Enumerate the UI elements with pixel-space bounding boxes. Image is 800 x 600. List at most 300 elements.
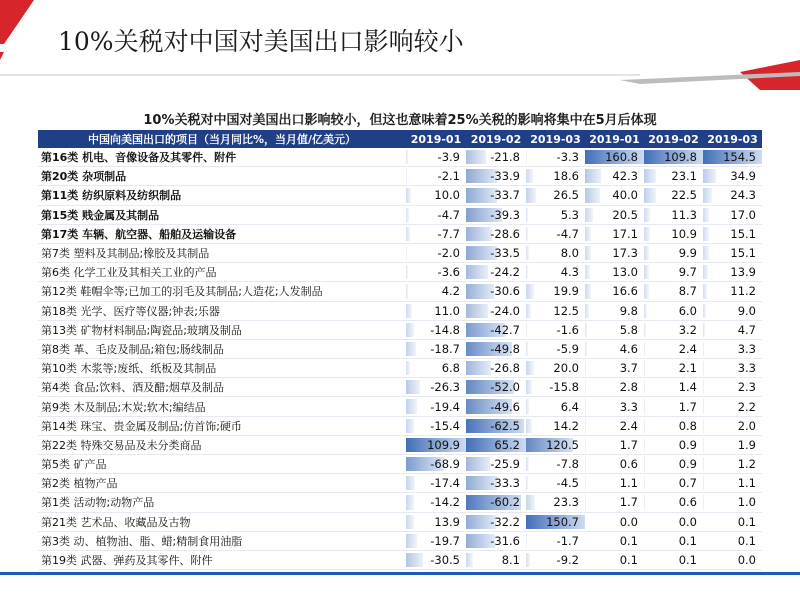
header-row (38, 130, 762, 148)
data-bar (406, 150, 408, 164)
data-bar (703, 265, 708, 279)
table-row (38, 339, 762, 358)
value-text: 42.3 (612, 169, 638, 184)
data-bar (644, 227, 650, 241)
value-text: -15.4 (430, 418, 460, 433)
value-cell (585, 359, 644, 378)
value-cell (644, 148, 703, 167)
data-bar (585, 495, 586, 509)
bottom-rule (0, 572, 800, 575)
value-cell (703, 474, 762, 493)
value-cell (526, 359, 585, 378)
value-cell (406, 282, 466, 301)
data-bar (644, 323, 646, 337)
data-bar (585, 419, 586, 433)
value-cell (585, 512, 644, 531)
value-cell (703, 531, 762, 550)
table-row (38, 378, 762, 397)
header-period: 2019-02 (466, 130, 526, 148)
data-bar (644, 208, 650, 222)
value-cell (703, 435, 762, 454)
value-cell (466, 263, 526, 282)
data-bar (406, 246, 407, 260)
value-text: 20.0 (553, 361, 579, 376)
value-text: 2.0 (737, 418, 756, 433)
value-text: -33.5 (490, 246, 520, 261)
value-text: -31.6 (490, 533, 520, 548)
table-row (38, 243, 762, 262)
data-bar (644, 265, 649, 279)
data-bar (406, 515, 414, 529)
data-bar (585, 438, 586, 452)
value-text: 4.7 (737, 322, 756, 337)
table-row (38, 435, 762, 454)
data-bar (644, 188, 656, 202)
data-bar (406, 265, 408, 279)
value-text: -5.9 (556, 341, 579, 356)
data-bar (526, 495, 535, 509)
data-bar (406, 323, 414, 337)
value-text: -21.8 (490, 150, 520, 165)
value-cell (585, 263, 644, 282)
value-text: 0.6 (678, 495, 697, 510)
table-row (38, 512, 762, 531)
table-row (38, 531, 762, 550)
value-cell (703, 416, 762, 435)
value-cell (406, 397, 466, 416)
value-text: 1.1 (619, 476, 638, 491)
header-period: 2019-03 (526, 130, 585, 148)
value-cell (703, 512, 762, 531)
value-cell (585, 531, 644, 550)
value-cell (644, 301, 703, 320)
value-text: 23.1 (671, 169, 697, 184)
value-text: 2.4 (619, 418, 638, 433)
data-bar (585, 169, 601, 183)
value-text: -3.3 (556, 150, 579, 165)
value-cell (703, 550, 762, 569)
item-name: 第21类 艺术品、收藏品及古物 (38, 512, 406, 531)
value-text: -4.7 (437, 207, 460, 222)
data-bar (526, 150, 527, 164)
value-text: 15.1 (730, 246, 756, 261)
data-bar (406, 208, 409, 222)
value-cell (466, 243, 526, 262)
header-period: 2019-01 (585, 130, 644, 148)
data-bar (406, 361, 410, 375)
data-bar (526, 304, 531, 318)
value-cell (526, 186, 585, 205)
value-cell (644, 416, 703, 435)
value-cell (585, 493, 644, 512)
item-name: 第14类 珠宝、贵金属及制品;仿首饰;硬币 (38, 416, 406, 435)
data-bar (644, 169, 656, 183)
data-bar (406, 553, 423, 567)
value-cell (585, 378, 644, 397)
value-text: 0.1 (737, 533, 756, 548)
value-cell (703, 339, 762, 358)
value-text: 0.1 (737, 514, 756, 529)
value-cell (644, 339, 703, 358)
value-text: 10.9 (671, 226, 697, 241)
value-cell (703, 455, 762, 474)
data-bar (703, 361, 704, 375)
value-text: 6.8 (441, 361, 460, 376)
data-bar (644, 399, 645, 413)
table-row (38, 186, 762, 205)
value-text: 2.8 (619, 380, 638, 395)
value-cell (585, 243, 644, 262)
value-text: 2.3 (737, 380, 756, 395)
value-text: -52.0 (490, 380, 520, 395)
data-bar (406, 188, 411, 202)
data-bar (466, 150, 486, 164)
value-text: -62.5 (490, 418, 520, 433)
value-cell (406, 320, 466, 339)
value-text: -1.6 (556, 322, 579, 337)
value-cell (466, 435, 526, 454)
item-name: 第16类 机电、音像设备及其零件、附件 (38, 148, 406, 167)
value-text: 1.4 (678, 380, 697, 395)
item-name: 第17类 车辆、航空器、船舶及运输设备 (38, 224, 406, 243)
value-text: 3.7 (619, 361, 638, 376)
value-cell (466, 320, 526, 339)
data-bar (703, 284, 707, 298)
value-cell (526, 205, 585, 224)
value-text: 1.0 (737, 495, 756, 510)
value-text: 20.5 (612, 207, 638, 222)
item-name: 第13类 矿物材料制品;陶瓷品;玻璃及制品 (38, 320, 406, 339)
value-cell (406, 224, 466, 243)
data-bar (585, 208, 593, 222)
data-bar (585, 284, 591, 298)
value-text: 0.7 (678, 476, 697, 491)
value-cell (466, 531, 526, 550)
value-text: 26.5 (553, 188, 579, 203)
value-cell (466, 167, 526, 186)
value-cell (585, 205, 644, 224)
value-text: -4.7 (556, 226, 579, 241)
value-cell (406, 378, 466, 397)
value-cell (585, 339, 644, 358)
value-cell (466, 186, 526, 205)
data-bar (466, 227, 492, 241)
value-text: -30.6 (490, 284, 520, 299)
value-cell (703, 205, 762, 224)
value-text: 13.0 (612, 265, 638, 280)
slide-title: 10%关税对中国对美国出口影响较小 (58, 27, 464, 56)
value-text: 17.0 (730, 207, 756, 222)
value-cell (406, 186, 466, 205)
value-cell (585, 301, 644, 320)
value-cell (526, 282, 585, 301)
value-cell (585, 167, 644, 186)
value-text: 2.4 (678, 341, 697, 356)
value-cell (526, 455, 585, 474)
value-cell (526, 224, 585, 243)
data-bar (526, 534, 527, 548)
data-bar (585, 188, 600, 202)
value-cell (703, 186, 762, 205)
value-text: 0.1 (619, 533, 638, 548)
value-text: 0.1 (619, 553, 638, 568)
value-text: 1.1 (737, 476, 756, 491)
item-name: 第8类 革、毛皮及制品;箱包;肠线制品 (38, 339, 406, 358)
value-cell (526, 397, 585, 416)
value-cell (644, 435, 703, 454)
value-text: -17.4 (430, 476, 460, 491)
value-text: 10.0 (434, 188, 460, 203)
value-text: 8.0 (560, 246, 579, 261)
value-cell (406, 531, 466, 550)
value-text: 1.7 (678, 399, 697, 414)
data-bar (703, 304, 706, 318)
value-cell (703, 263, 762, 282)
value-text: -9.2 (556, 553, 579, 568)
item-name: 第5类 矿产品 (38, 455, 406, 474)
value-text: -19.4 (430, 399, 460, 414)
value-text: 0.1 (678, 533, 697, 548)
data-bar (703, 438, 704, 452)
value-text: 17.1 (612, 226, 638, 241)
value-cell (585, 474, 644, 493)
value-text: 150.7 (546, 514, 579, 529)
value-text: 9.8 (619, 303, 638, 318)
item-name: 第10类 木浆等;废纸、纸板及其制品 (38, 359, 406, 378)
value-cell (703, 167, 762, 186)
data-bar (466, 361, 491, 375)
value-text: -26.8 (490, 361, 520, 376)
data-bar (644, 361, 645, 375)
data-bar (703, 380, 704, 394)
table-row (38, 167, 762, 186)
data-bar (585, 399, 586, 413)
value-cell (406, 550, 466, 569)
red-corner-accent (0, 0, 34, 44)
value-cell (466, 339, 526, 358)
item-name: 第12类 鞋帽伞等;已加工的羽毛及其制品;人造花;人发制品 (38, 282, 406, 301)
value-cell (585, 282, 644, 301)
value-text: -7.8 (556, 457, 579, 472)
data-bar (644, 304, 647, 318)
data-bar (526, 476, 528, 490)
value-text: 0.0 (619, 514, 638, 529)
value-cell (644, 493, 703, 512)
value-text: 0.0 (678, 514, 697, 529)
value-cell (644, 550, 703, 569)
header-period: 2019-03 (703, 130, 762, 148)
value-cell (406, 474, 466, 493)
value-cell (585, 397, 644, 416)
value-cell (406, 339, 466, 358)
value-cell (644, 320, 703, 339)
value-text: -3.9 (437, 150, 460, 165)
data-bar (585, 227, 591, 241)
data-bar (703, 342, 704, 356)
value-text: -25.9 (490, 457, 520, 472)
value-cell (703, 148, 762, 167)
value-text: 34.9 (730, 169, 756, 184)
value-cell (526, 435, 585, 454)
data-bar (406, 476, 415, 490)
value-text: 9.0 (737, 303, 756, 318)
value-text: 8.7 (678, 284, 697, 299)
value-text: -26.3 (430, 380, 460, 395)
value-text: 15.1 (730, 226, 756, 241)
value-text: -33.3 (490, 476, 520, 491)
data-bar (406, 399, 417, 413)
data-bar (406, 304, 412, 318)
value-cell (585, 148, 644, 167)
data-bar (466, 304, 488, 318)
red-corner-accent-2 (0, 52, 4, 60)
value-text: 3.3 (737, 361, 756, 376)
data-bar (406, 169, 407, 183)
value-cell (526, 493, 585, 512)
data-bar (585, 323, 587, 337)
data-bar (644, 246, 649, 260)
item-name: 第3类 动、植物油、脂、蜡;精制食用油脂 (38, 531, 406, 550)
value-cell (703, 493, 762, 512)
value-cell (526, 301, 585, 320)
value-text: -14.2 (430, 495, 460, 510)
value-cell (406, 205, 466, 224)
value-cell (466, 455, 526, 474)
value-text: 9.9 (678, 246, 697, 261)
data-bar (526, 361, 534, 375)
value-text: 8.1 (501, 553, 520, 568)
table-row (38, 320, 762, 339)
value-cell (585, 416, 644, 435)
value-text: 9.7 (678, 265, 697, 280)
value-cell (703, 282, 762, 301)
value-cell (644, 224, 703, 243)
table-row (38, 493, 762, 512)
value-text: 24.3 (730, 188, 756, 203)
value-text: -3.6 (437, 265, 460, 280)
value-text: 23.3 (553, 495, 579, 510)
data-bar (703, 188, 712, 202)
value-cell (644, 243, 703, 262)
value-text: 22.5 (671, 188, 697, 203)
data-bar (526, 457, 529, 471)
value-text: -19.7 (430, 533, 460, 548)
value-text: 0.1 (678, 553, 697, 568)
value-cell (466, 474, 526, 493)
data-bar (585, 342, 587, 356)
data-bar (526, 342, 528, 356)
data-bar (526, 399, 529, 413)
data-bar (526, 323, 527, 337)
value-text: -42.7 (490, 322, 520, 337)
value-text: -2.1 (437, 169, 460, 184)
value-cell (466, 224, 526, 243)
value-text: 154.5 (723, 150, 756, 165)
item-name: 第2类 植物产品 (38, 474, 406, 493)
value-cell (466, 550, 526, 569)
value-cell (585, 224, 644, 243)
item-name: 第15类 贱金属及其制品 (38, 205, 406, 224)
header-item-name: 中国向美国出口的项目（当月同比%，当月值/亿美元） (38, 130, 406, 148)
item-name: 第19类 武器、弹药及其零件、附件 (38, 550, 406, 569)
data-bar (526, 246, 529, 260)
value-cell (526, 474, 585, 493)
data-bar (585, 246, 591, 260)
value-text: 13.9 (730, 265, 756, 280)
item-name: 第6类 化学工业及其相关工业的产品 (38, 263, 406, 282)
value-text: 3.3 (619, 399, 638, 414)
value-cell (466, 148, 526, 167)
value-text: 12.5 (553, 303, 579, 318)
data-bar (703, 246, 709, 260)
value-cell (703, 320, 762, 339)
value-cell (526, 263, 585, 282)
value-cell (466, 397, 526, 416)
value-cell (644, 378, 703, 397)
value-cell (703, 224, 762, 243)
data-bar (526, 419, 532, 433)
value-cell (466, 416, 526, 435)
value-text: 5.3 (560, 207, 579, 222)
value-text: 16.6 (612, 284, 638, 299)
item-name: 第22类 特殊交易品及未分类商品 (38, 435, 406, 454)
data-bar (585, 380, 586, 394)
data-bar (703, 208, 709, 222)
data-bar (526, 169, 533, 183)
value-cell (644, 474, 703, 493)
value-cell (466, 493, 526, 512)
value-text: 3.2 (678, 322, 697, 337)
value-cell (526, 531, 585, 550)
data-bar (406, 342, 416, 356)
value-text: -1.7 (556, 533, 579, 548)
value-text: 14.2 (553, 418, 579, 433)
value-cell (644, 205, 703, 224)
item-name: 第9类 木及制品;木炭;软木;编结品 (38, 397, 406, 416)
table-row (38, 282, 762, 301)
value-text: 1.9 (737, 437, 756, 452)
value-cell (644, 455, 703, 474)
value-cell (406, 148, 466, 167)
item-name: 第1类 活动物;动物产品 (38, 493, 406, 512)
value-cell (526, 378, 585, 397)
data-bar (406, 495, 414, 509)
item-name: 第4类 食品;饮料、酒及醋;烟草及制品 (38, 378, 406, 397)
table-row (38, 263, 762, 282)
value-cell (406, 493, 466, 512)
value-text: -24.2 (490, 265, 520, 280)
data-bar (526, 188, 536, 202)
value-cell (703, 378, 762, 397)
value-text: -60.2 (490, 495, 520, 510)
value-text: 11.2 (730, 284, 756, 299)
item-name: 第20类 杂项制品 (38, 167, 406, 186)
value-cell (644, 282, 703, 301)
value-text: 18.6 (553, 169, 579, 184)
value-cell (406, 263, 466, 282)
table-row (38, 148, 762, 167)
value-text: 13.9 (434, 514, 460, 529)
value-cell (644, 263, 703, 282)
value-text: -33.9 (490, 169, 520, 184)
data-bar (644, 380, 645, 394)
value-cell (526, 550, 585, 569)
value-cell (406, 243, 466, 262)
value-cell (585, 455, 644, 474)
table-row (38, 474, 762, 493)
value-text: 0.9 (678, 457, 697, 472)
table-body (38, 148, 762, 570)
